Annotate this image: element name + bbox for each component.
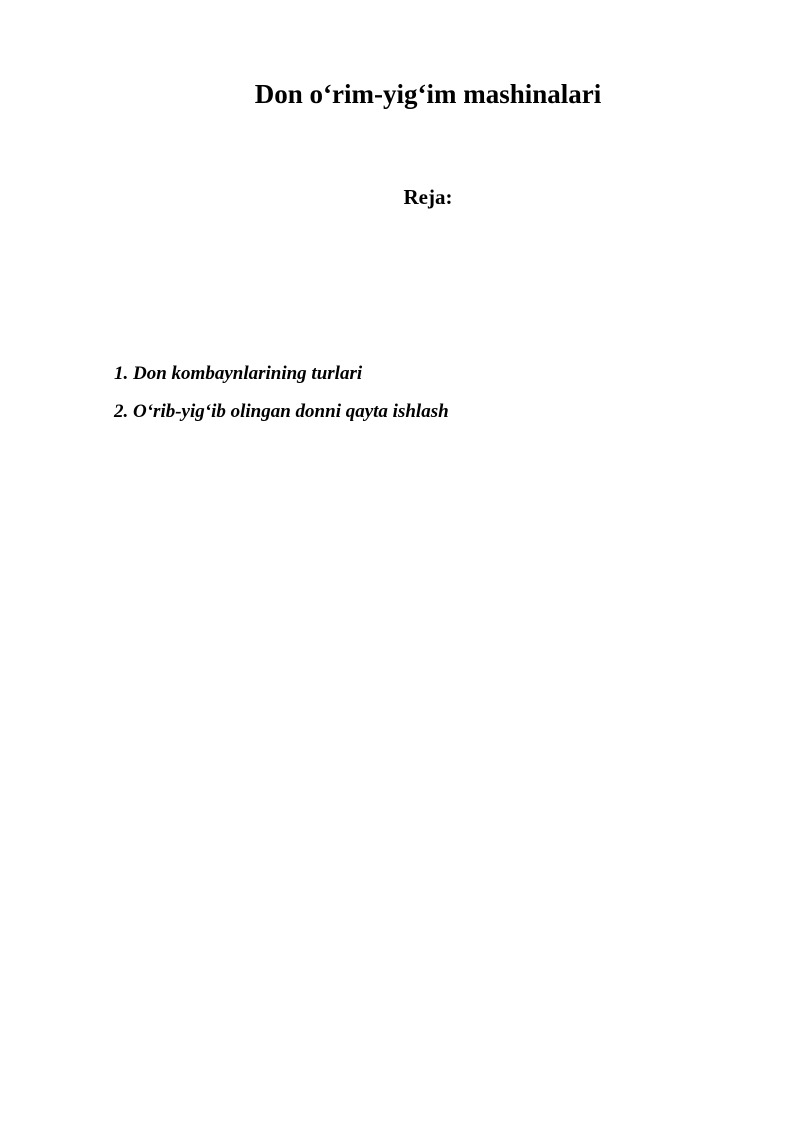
plan-item: 1. Don kombaynlarining turlari <box>114 363 363 384</box>
plan-list <box>114 355 449 431</box>
page-title: Don o‘rim-yig‘im mashinalari <box>254 79 602 109</box>
plan-heading: Reja: <box>403 185 453 209</box>
plan-item: 2. O‘rib-yig‘ib olingan donni qayta ishlash <box>114 401 449 422</box>
